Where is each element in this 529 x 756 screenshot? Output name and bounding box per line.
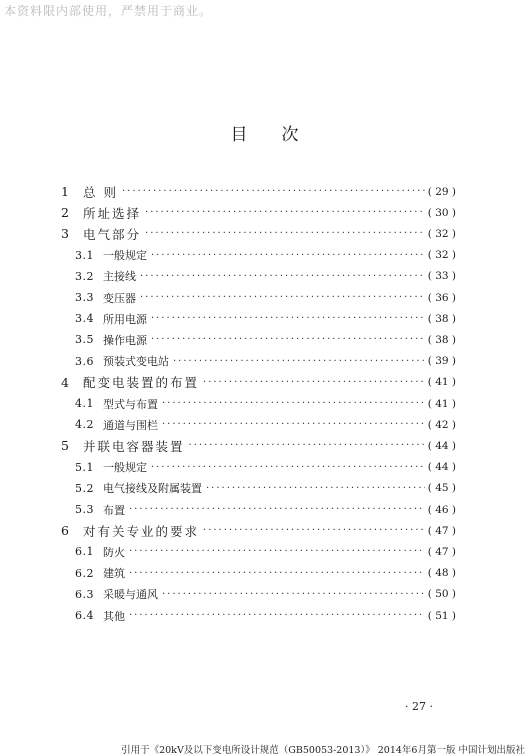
toc-entry-page: ( 32 )	[427, 249, 456, 262]
toc-chapter-entry[interactable]	[61, 202, 456, 223]
toc-entry-number: 3.6	[75, 354, 94, 368]
citation-footer: 引用于《20kV及以下变电所设计规范（GB50053-2013）》 2014年6月第一版 中国计划出版社	[121, 745, 525, 756]
toc-entry-number: 5	[61, 438, 69, 454]
toc-section-entry[interactable]	[75, 584, 456, 605]
toc-section-entry[interactable]	[75, 393, 456, 414]
toc-chapter-entry[interactable]	[61, 435, 456, 456]
toc-leader-dots	[145, 223, 425, 244]
toc-entry-label: 并联电容器装置	[83, 438, 185, 454]
toc-entry-page: ( 30 )	[427, 206, 456, 219]
toc-entry-number: 5.1	[75, 460, 94, 474]
toc-entry-page: ( 36 )	[427, 291, 456, 304]
toc-entry-label: 一般规定	[103, 461, 147, 475]
toc-entry-page: ( 42 )	[427, 418, 456, 431]
toc-section-entry[interactable]	[75, 308, 456, 329]
toc-entry-label: 所址选择	[83, 205, 142, 221]
toc-chapter-entry[interactable]	[61, 372, 456, 393]
toc-entry-page: ( 41 )	[427, 376, 456, 389]
toc-entry-label: 配变电装置的布置	[83, 375, 200, 391]
toc-entry-label: 建筑	[103, 567, 125, 581]
toc-leader-dots	[122, 181, 425, 202]
toc-entry-number: 3.1	[75, 248, 94, 262]
toc-leader-dots	[189, 435, 425, 456]
toc-entry-label: 变压器	[103, 291, 136, 305]
toc-entry-number: 6.2	[75, 566, 94, 580]
toc-leader-dots	[151, 308, 425, 329]
toc-entry-label: 型式与布置	[103, 397, 158, 411]
toc-entry-page: ( 29 )	[427, 185, 456, 198]
toc-section-entry[interactable]	[75, 287, 456, 308]
page-number: · 27 ·	[405, 700, 433, 713]
toc-section-entry[interactable]	[75, 266, 456, 287]
page-title: 目次	[230, 125, 333, 145]
toc-entry-page: ( 32 )	[427, 227, 456, 240]
toc-entry-number: 3.5	[75, 333, 94, 347]
toc-section-entry[interactable]	[75, 329, 456, 350]
toc-entry-number: 5.3	[75, 503, 94, 516]
toc-entry-number: 4	[61, 374, 69, 390]
watermark: 本资料限内部使用，严禁用于商业。	[4, 4, 213, 18]
toc-entry-label: 电气部分	[83, 226, 142, 242]
toc-leader-dots	[173, 351, 425, 372]
toc-entry-page: ( 48 )	[427, 567, 456, 580]
toc-entry-label: 采暖与通风	[103, 588, 158, 602]
toc-entry-number: 6.3	[75, 587, 94, 601]
toc-entry-label: 所用电源	[103, 312, 147, 326]
toc-entry-page: ( 41 )	[427, 397, 456, 410]
toc-entry-number: 3.3	[75, 291, 94, 304]
toc-section-entry[interactable]	[75, 414, 456, 435]
toc-section-entry[interactable]	[75, 499, 456, 520]
toc-entry-label: 对有关专业的要求	[83, 523, 200, 539]
toc-chapter-entry[interactable]	[61, 223, 456, 244]
toc-leader-dots	[162, 414, 425, 435]
toc-entry-label: 布置	[103, 503, 125, 517]
toc-entry-label: 主接线	[103, 270, 136, 284]
toc-entry-number: 5.2	[75, 481, 94, 495]
toc-entry-label: 防火	[103, 545, 125, 559]
toc-leader-dots	[203, 372, 425, 393]
toc-section-entry[interactable]	[75, 457, 456, 478]
toc-entry-page: ( 39 )	[427, 355, 456, 368]
toc-leader-dots	[206, 478, 425, 499]
toc-entry-label: 一般规定	[103, 249, 147, 263]
toc-leader-dots	[140, 266, 425, 287]
toc-entry-number: 6.4	[75, 609, 94, 622]
toc-section-entry[interactable]	[75, 245, 456, 266]
toc-section-entry[interactable]	[75, 605, 456, 626]
toc-entry-number: 4.2	[75, 418, 94, 432]
toc-leader-dots	[151, 457, 425, 478]
toc-entry-label: 总 则	[83, 184, 118, 200]
toc-entry-page: ( 33 )	[427, 270, 456, 283]
toc-entry-number: 3.4	[75, 312, 94, 326]
toc-entry-page: ( 47 )	[427, 545, 456, 558]
toc-entry-label: 通道与围栏	[103, 418, 158, 432]
toc-entry-page: ( 46 )	[427, 503, 456, 516]
toc-leader-dots	[129, 563, 425, 584]
toc-entry-label: 预装式变电站	[103, 355, 169, 369]
toc-entry-page: ( 51 )	[427, 609, 456, 622]
toc-leader-dots	[162, 584, 425, 605]
toc-entry-label: 电气接线及附属装置	[103, 482, 202, 496]
toc-leader-dots	[151, 329, 425, 350]
toc-chapter-entry[interactable]	[61, 520, 456, 541]
toc-leader-dots	[140, 287, 425, 308]
toc-section-entry[interactable]	[75, 563, 456, 584]
toc-entry-number: 1	[61, 184, 69, 199]
toc-leader-dots	[151, 245, 425, 266]
toc-entry-page: ( 47 )	[427, 524, 456, 537]
toc-leader-dots	[129, 541, 425, 562]
toc-entry-page: ( 50 )	[427, 588, 456, 601]
toc-section-entry[interactable]	[75, 478, 456, 499]
toc-leader-dots	[203, 520, 425, 541]
toc-section-entry[interactable]	[75, 351, 456, 372]
toc-leader-dots	[162, 393, 425, 414]
toc-entry-number: 4.1	[75, 397, 94, 410]
toc-section-entry[interactable]	[75, 541, 456, 562]
toc-leader-dots	[145, 202, 425, 223]
toc-entry-number: 3	[61, 226, 69, 242]
toc-entry-label: 其他	[103, 609, 125, 623]
toc-chapter-entry[interactable]	[61, 181, 456, 202]
toc-entry-label: 操作电源	[103, 333, 147, 347]
toc-entry-number: 3.2	[75, 269, 94, 283]
toc-entry-number: 6	[61, 523, 69, 539]
toc-entry-page: ( 45 )	[427, 482, 456, 495]
toc-entry-page: ( 38 )	[427, 312, 456, 325]
toc-entry-page: ( 38 )	[427, 333, 456, 346]
toc-entry-number: 6.1	[75, 545, 94, 559]
toc-entry-page: ( 44 )	[427, 439, 456, 452]
toc-entry-page: ( 44 )	[427, 461, 456, 474]
toc-entry-number: 2	[61, 205, 69, 221]
toc-leader-dots	[129, 605, 425, 626]
toc-leader-dots	[129, 499, 425, 520]
